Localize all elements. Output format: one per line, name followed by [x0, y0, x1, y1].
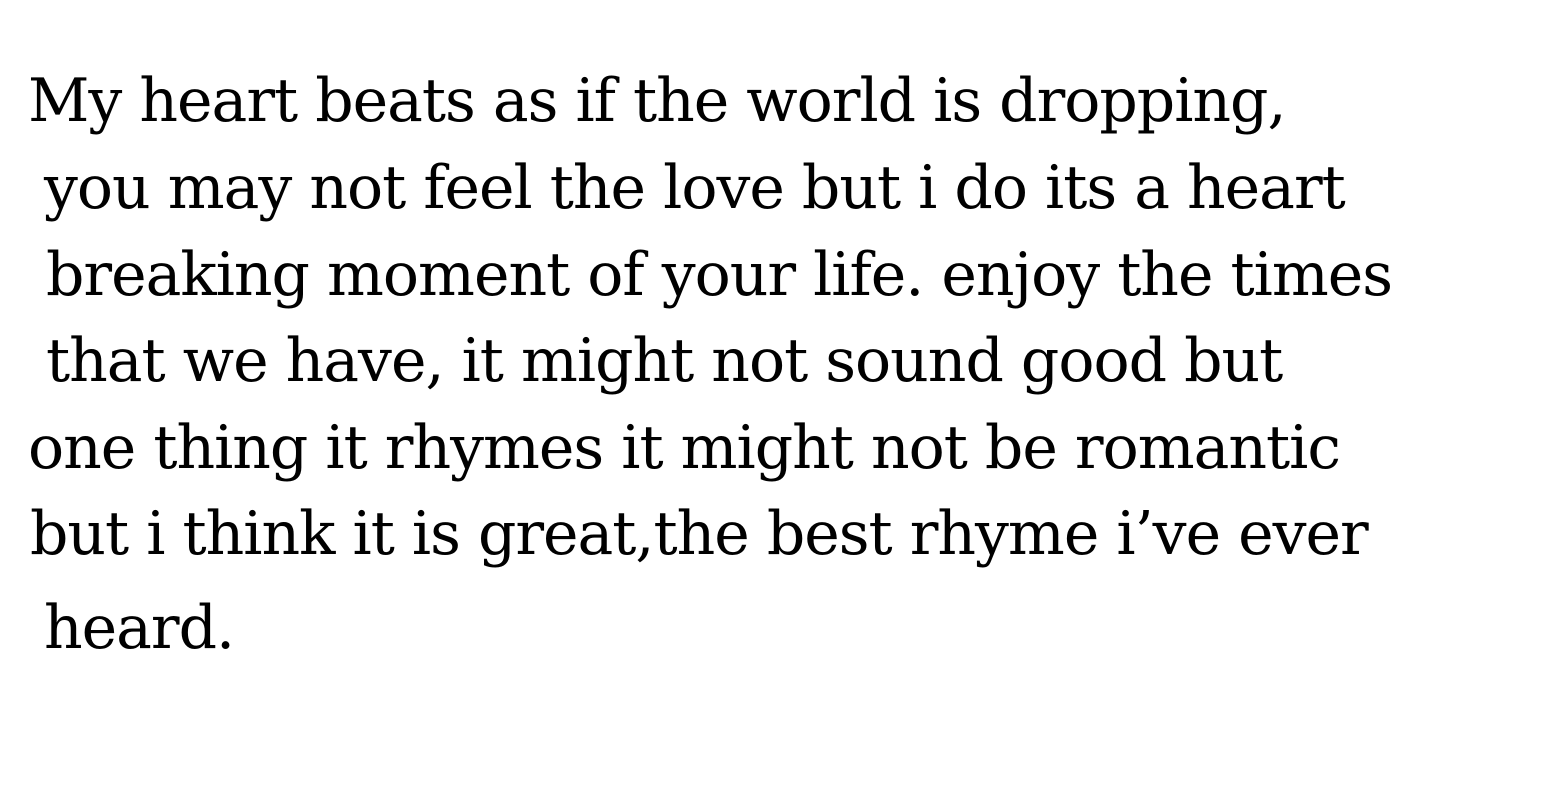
poem-line: breaking moment of your life. enjoy the times: [46, 240, 1393, 310]
poem-line: My heart beats as if the world is dropping,: [28, 66, 1286, 136]
poem-line: one thing it rhymes it might not be romantic: [28, 413, 1340, 483]
poem-line: heard.: [44, 593, 235, 663]
poem-line: that we have, it might not sound good but: [46, 326, 1283, 396]
poem-line: you may not feel the love but i do its a heart: [44, 153, 1345, 223]
poem-line: but i think it is great,the best rhyme i’ve ever: [30, 499, 1368, 569]
